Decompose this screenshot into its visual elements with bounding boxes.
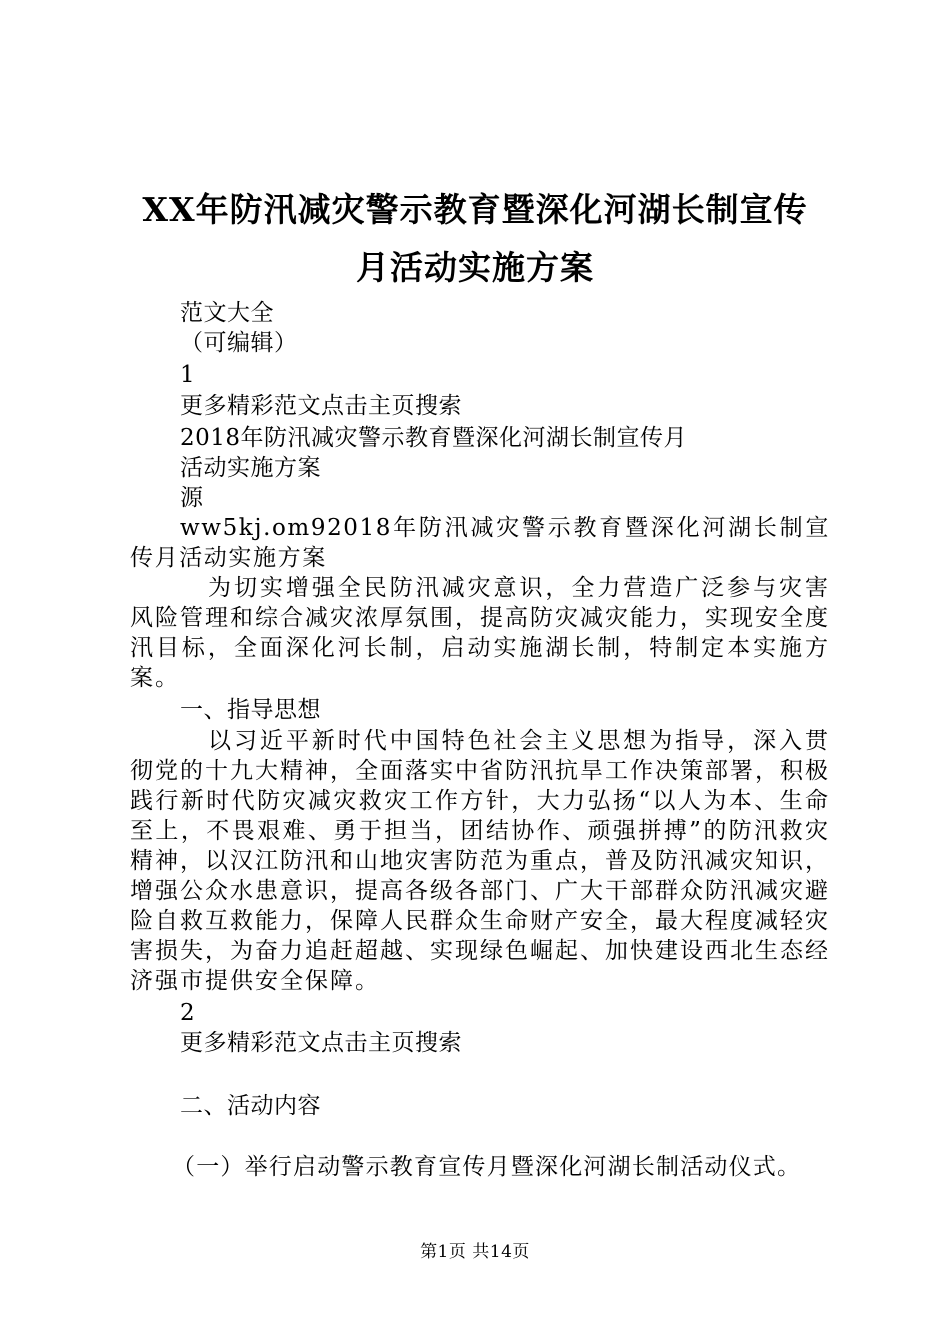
- section-2-heading: 二、活动内容: [180, 1093, 321, 1119]
- page-marker-1: 1: [180, 362, 196, 388]
- source-label: 范文大全: [180, 300, 274, 326]
- section-1-heading: 一、指导思想: [180, 697, 321, 723]
- source-line-paragraph: ww5kj.om92018年防汛减灾警示教育暨深化河湖长制宣传月活动实施方案: [130, 515, 830, 571]
- subtitle-line-a: 2018年防汛减灾警示教育暨深化河湖长制宣传月: [180, 425, 688, 451]
- more-link-1[interactable]: 更多精彩范文点击主页搜索: [180, 393, 462, 419]
- more-link-2[interactable]: 更多精彩范文点击主页搜索: [180, 1030, 462, 1056]
- editable-label: （可编辑）: [180, 330, 298, 356]
- intro-paragraph: 为切实增强全民防汛减灾意识，全力营造广泛参与灾害风险管理和综合减灾浓厚氛围，提高防灾减灾能力，实现安全度汛目标，全面深化河长制，启动实施湖长制，特制定本实施方案。: [130, 575, 830, 691]
- page-marker-2: 2: [180, 1000, 196, 1026]
- item-1-text: （一）举行启动警示教育宣传月暨深化河湖长制活动仪式。: [172, 1154, 802, 1180]
- subtitle-line-b: 活动实施方案: [180, 455, 321, 481]
- origin-char: 源: [180, 485, 204, 511]
- document-title-line-2: 月活动实施方案: [356, 248, 594, 287]
- section-1-paragraph: 以习近平新时代中国特色社会主义思想为指导，深入贯彻党的十九大精神，全面落实中省防汛抗旱工作决策部署，积极践行新时代防灾减灾救灾工作方针，大力弘扬“以人为本、生命至上，不畏艰难、勇于担当，团结协作、顽强拼搏”的防汛救灾精神，以汉江防汛和山地灾害防范为重点，普及防汛减灾知识，增强公众水患意识，提高各级各部门、广大干部群众防汛减灾避险自救互救能力，保障人民群众生命财产安全，最大程度减轻灾害损失，为奋力追赶超越、实现绿色崛起、加快建设西北生态经济强市提供安全保障。: [130, 728, 830, 994]
- page-footer: 第1页 共14页: [420, 1242, 530, 1262]
- document-title-line-1: XX年防汛减灾警示教育暨深化河湖长制宣传: [142, 190, 808, 229]
